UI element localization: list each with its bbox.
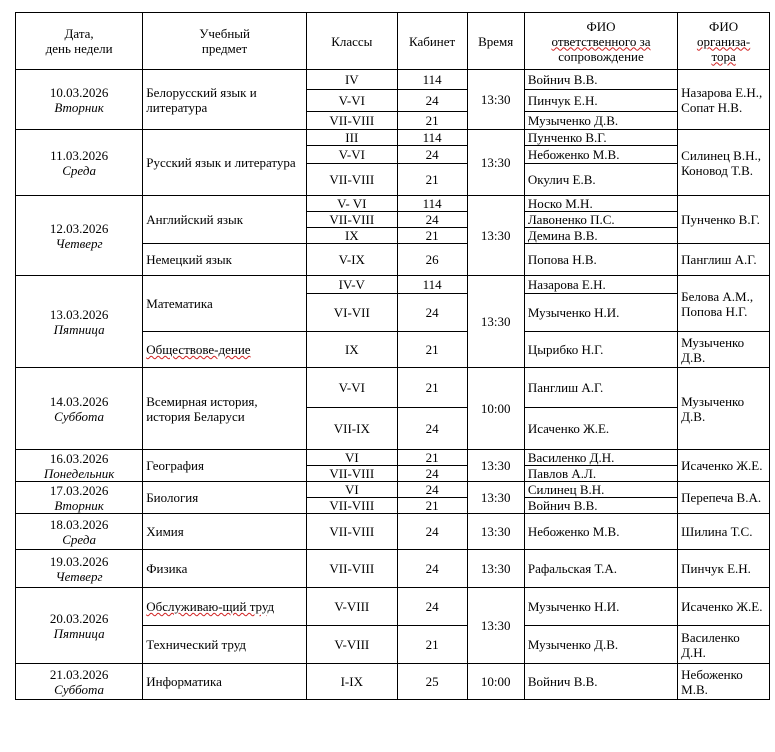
subject-cell: Биология bbox=[143, 482, 307, 514]
weekday-text: Вторник bbox=[54, 497, 104, 513]
exam-schedule-table bbox=[15, 12, 770, 700]
room-cell: 21 bbox=[397, 498, 467, 514]
table-row bbox=[16, 276, 770, 294]
organizer-cell: Пинчук Е.Н. bbox=[678, 550, 770, 588]
date-cell bbox=[16, 664, 143, 700]
responsible-cell: Демина В.В. bbox=[524, 228, 677, 244]
time-cell: 10:00 bbox=[467, 664, 524, 700]
classes-cell: V-VIII bbox=[306, 588, 397, 626]
classes-cell: IV-V bbox=[306, 276, 397, 294]
responsible-cell: Лавоненко П.С. bbox=[524, 212, 677, 228]
subject-cell: Всемирная история, история Беларуси bbox=[143, 368, 307, 450]
header-date: Дата, день недели bbox=[16, 13, 143, 70]
responsible-cell: Рафальская Т.А. bbox=[524, 550, 677, 588]
responsible-cell: Войнич В.В. bbox=[524, 664, 677, 700]
room-cell: 21 bbox=[397, 112, 467, 130]
classes-cell: VI-VII bbox=[306, 294, 397, 332]
header-room: Кабинет bbox=[397, 13, 467, 70]
classes-cell: IX bbox=[306, 332, 397, 368]
room-cell: 24 bbox=[397, 294, 467, 332]
date-cell bbox=[16, 70, 143, 130]
weekday-text: Суббота bbox=[54, 408, 105, 424]
responsible-cell: Музыченко Д.В. bbox=[524, 112, 677, 130]
room-cell: 24 bbox=[397, 550, 467, 588]
weekday-text: Среда bbox=[62, 531, 96, 547]
classes-cell: V-IX bbox=[306, 244, 397, 276]
responsible-cell: Музыченко Н.И. bbox=[524, 588, 677, 626]
room-cell: 24 bbox=[397, 588, 467, 626]
organizer-cell: Пунченко В.Г. bbox=[678, 196, 770, 244]
date-cell bbox=[16, 550, 143, 588]
room-cell: 21 bbox=[397, 626, 467, 664]
subject-cell: Химия bbox=[143, 514, 307, 550]
weekday-text: Понедельник bbox=[43, 465, 115, 481]
date-text: 21.03.2026 bbox=[49, 666, 109, 682]
date-text: 12.03.2026 bbox=[49, 220, 109, 236]
date-text: 13.03.2026 bbox=[49, 306, 109, 322]
date-text: 10.03.2026 bbox=[49, 84, 109, 100]
room-cell: 21 bbox=[397, 450, 467, 466]
subject-cell: Английский язык bbox=[143, 196, 307, 244]
weekday-text: Среда bbox=[62, 162, 96, 178]
responsible-cell: Силинец В.Н. bbox=[524, 482, 677, 498]
organizer-cell: Шилина Т.С. bbox=[678, 514, 770, 550]
date-text: 14.03.2026 bbox=[49, 393, 109, 409]
responsible-cell: Пунченко В.Г. bbox=[524, 130, 677, 146]
subject-cell: Обслуживаю-щий труд bbox=[143, 588, 307, 626]
date-cell bbox=[16, 514, 143, 550]
time-cell: 13:30 bbox=[467, 514, 524, 550]
date-cell bbox=[16, 450, 143, 482]
responsible-cell: Носко М.Н. bbox=[524, 196, 677, 212]
date-text: 16.03.2026 bbox=[49, 450, 109, 466]
subject-cell: Информатика bbox=[143, 664, 307, 700]
time-cell: 13:30 bbox=[467, 450, 524, 482]
responsible-cell: Попова Н.В. bbox=[524, 244, 677, 276]
organizer-cell: Силинец В.Н., Коновод Т.В. bbox=[678, 130, 770, 196]
room-cell: 24 bbox=[397, 146, 467, 164]
time-cell: 13:30 bbox=[467, 70, 524, 130]
room-cell: 25 bbox=[397, 664, 467, 700]
organizer-cell: Исаченко Ж.Е. bbox=[678, 588, 770, 626]
table-row bbox=[16, 368, 770, 408]
classes-cell: V-VIII bbox=[306, 626, 397, 664]
weekday-text: Пятница bbox=[53, 625, 105, 641]
date-text: 20.03.2026 bbox=[49, 610, 109, 626]
header-time: Время bbox=[467, 13, 524, 70]
room-cell: 24 bbox=[397, 212, 467, 228]
organizer-cell: Назарова Е.Н., Сопат Н.В. bbox=[678, 70, 770, 130]
header-classes: Классы bbox=[306, 13, 397, 70]
classes-cell: VII-VIII bbox=[306, 498, 397, 514]
date-cell bbox=[16, 130, 143, 196]
responsible-cell: Войнич В.В. bbox=[524, 70, 677, 90]
time-cell: 13:30 bbox=[467, 130, 524, 196]
classes-cell: VII-VIII bbox=[306, 212, 397, 228]
table-row bbox=[16, 664, 770, 700]
table-row bbox=[16, 514, 770, 550]
classes-cell: VII-VIII bbox=[306, 164, 397, 196]
room-cell: 24 bbox=[397, 482, 467, 498]
table-row bbox=[16, 450, 770, 466]
subject-cell: Обществове-дение bbox=[143, 332, 307, 368]
time-cell: 10:00 bbox=[467, 368, 524, 450]
weekday-text: Пятница bbox=[53, 321, 105, 337]
header-responsible: ФИО ответственного за сопровождение bbox=[524, 13, 677, 70]
classes-cell: VII-VIII bbox=[306, 112, 397, 130]
classes-cell: VII-IX bbox=[306, 408, 397, 450]
date-text: 19.03.2026 bbox=[49, 553, 109, 569]
room-cell: 114 bbox=[397, 70, 467, 90]
date-text: 11.03.2026 bbox=[50, 147, 109, 163]
organizer-cell: Исаченко Ж.Е. bbox=[678, 450, 770, 482]
subject-cell: Физика bbox=[143, 550, 307, 588]
responsible-cell: Небоженко М.В. bbox=[524, 514, 677, 550]
date-cell bbox=[16, 276, 143, 368]
table-row bbox=[16, 196, 770, 212]
table-row bbox=[16, 550, 770, 588]
responsible-cell: Небоженко М.В. bbox=[524, 146, 677, 164]
responsible-cell: Исаченко Ж.Е. bbox=[524, 408, 677, 450]
time-cell: 13:30 bbox=[467, 588, 524, 664]
time-cell: 13:30 bbox=[467, 196, 524, 276]
room-cell: 21 bbox=[397, 228, 467, 244]
room-cell: 24 bbox=[397, 408, 467, 450]
subject-cell: Белорусский язык и литература bbox=[143, 70, 307, 130]
schedule-body bbox=[16, 70, 770, 700]
classes-cell: V-VI bbox=[306, 146, 397, 164]
room-cell: 26 bbox=[397, 244, 467, 276]
weekday-text: Четверг bbox=[55, 568, 103, 584]
responsible-cell: Музыченко Н.И. bbox=[524, 294, 677, 332]
room-cell: 24 bbox=[397, 466, 467, 482]
room-cell: 21 bbox=[397, 164, 467, 196]
room-cell: 21 bbox=[397, 368, 467, 408]
responsible-cell: Павлов А.Л. bbox=[524, 466, 677, 482]
organizer-cell: Панглиш А.Г. bbox=[678, 244, 770, 276]
organizer-cell: Музыченко Д.В. bbox=[678, 332, 770, 368]
weekday-text: Четверг bbox=[55, 235, 103, 251]
table-row bbox=[16, 130, 770, 146]
responsible-cell: Пинчук Е.Н. bbox=[524, 90, 677, 112]
classes-cell: I-IX bbox=[306, 664, 397, 700]
date-cell bbox=[16, 196, 143, 276]
weekday-text: Суббота bbox=[54, 681, 105, 697]
table-row bbox=[16, 588, 770, 626]
classes-cell: VII-VIII bbox=[306, 514, 397, 550]
table-row bbox=[16, 482, 770, 498]
classes-cell: VII-VIII bbox=[306, 550, 397, 588]
classes-cell: V- VI bbox=[306, 196, 397, 212]
responsible-cell: Василенко Д.Н. bbox=[524, 450, 677, 466]
organizer-cell: Музыченко Д.В. bbox=[678, 368, 770, 450]
subject-cell: География bbox=[143, 450, 307, 482]
classes-cell: VI bbox=[306, 482, 397, 498]
date-text: 17.03.2026 bbox=[49, 482, 109, 498]
header-organizer: ФИО организа- тора bbox=[678, 13, 770, 70]
organizer-cell: Белова А.М., Попова Н.Г. bbox=[678, 276, 770, 332]
date-text: 18.03.2026 bbox=[49, 516, 109, 532]
organizer-cell: Василенко Д.Н. bbox=[678, 626, 770, 664]
date-cell bbox=[16, 368, 143, 450]
room-cell: 21 bbox=[397, 332, 467, 368]
room-cell: 114 bbox=[397, 130, 467, 146]
subject-cell: Русский язык и литература bbox=[143, 130, 307, 196]
table-row bbox=[16, 70, 770, 90]
classes-cell: VI bbox=[306, 450, 397, 466]
responsible-cell: Окулич Е.В. bbox=[524, 164, 677, 196]
room-cell: 114 bbox=[397, 196, 467, 212]
responsible-cell: Войнич В.В. bbox=[524, 498, 677, 514]
classes-cell: IX bbox=[306, 228, 397, 244]
time-cell: 13:30 bbox=[467, 276, 524, 368]
subject-cell: Технический труд bbox=[143, 626, 307, 664]
responsible-cell: Цырибко Н.Г. bbox=[524, 332, 677, 368]
header-subject: Учебный предмет bbox=[143, 13, 307, 70]
date-cell bbox=[16, 588, 143, 664]
classes-cell: IV bbox=[306, 70, 397, 90]
classes-cell: III bbox=[306, 130, 397, 146]
classes-cell: V-VI bbox=[306, 368, 397, 408]
responsible-cell: Назарова Е.Н. bbox=[524, 276, 677, 294]
weekday-text: Вторник bbox=[54, 99, 104, 115]
room-cell: 114 bbox=[397, 276, 467, 294]
organizer-cell: Перепеча В.А. bbox=[678, 482, 770, 514]
subject-cell: Немецкий язык bbox=[143, 244, 307, 276]
date-cell bbox=[16, 482, 143, 514]
classes-cell: VII-VIII bbox=[306, 466, 397, 482]
responsible-cell: Музыченко Д.В. bbox=[524, 626, 677, 664]
header-row bbox=[16, 13, 770, 70]
time-cell: 13:30 bbox=[467, 482, 524, 514]
responsible-cell: Панглиш А.Г. bbox=[524, 368, 677, 408]
classes-cell: V-VI bbox=[306, 90, 397, 112]
room-cell: 24 bbox=[397, 514, 467, 550]
room-cell: 24 bbox=[397, 90, 467, 112]
time-cell: 13:30 bbox=[467, 550, 524, 588]
organizer-cell: Небоженко М.В. bbox=[678, 664, 770, 700]
subject-cell: Математика bbox=[143, 276, 307, 332]
